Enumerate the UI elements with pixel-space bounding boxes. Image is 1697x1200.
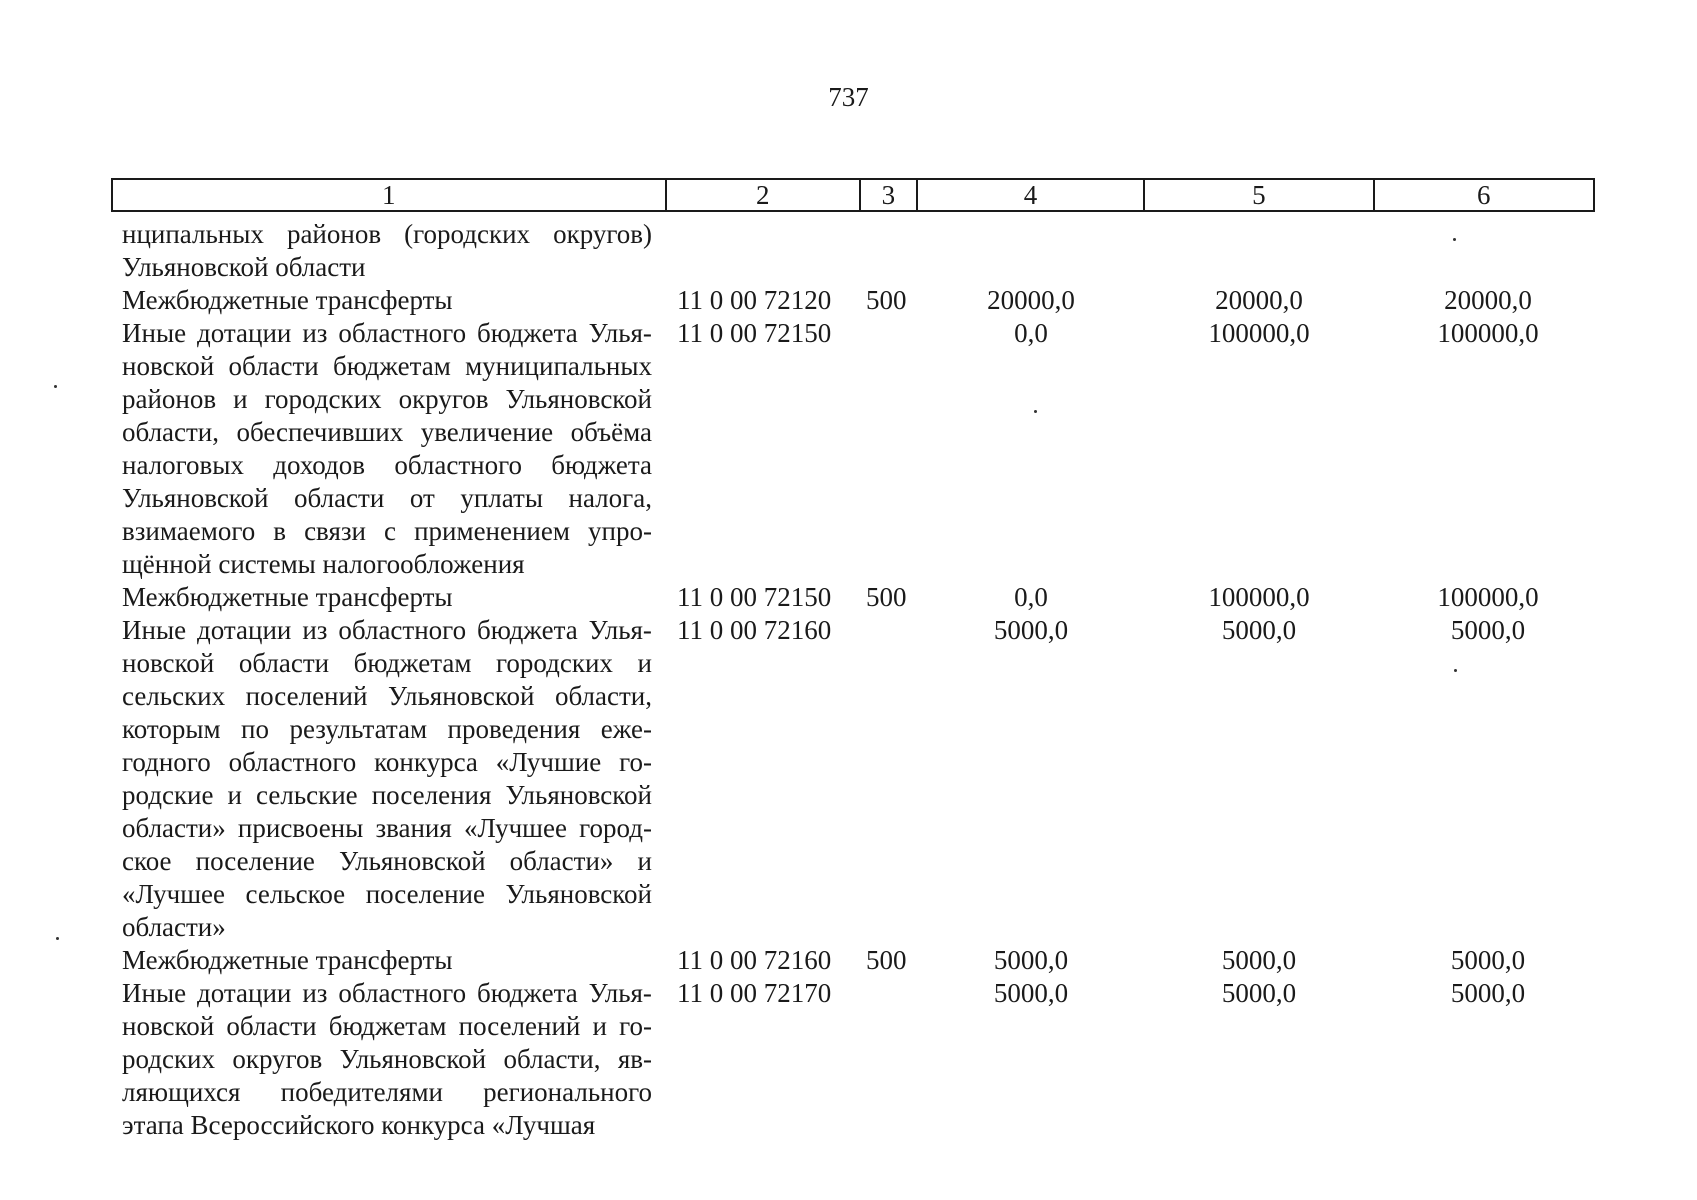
- description-line: сельских поселений Ульяновской области,: [122, 681, 652, 711]
- description-line: Ульяновской области: [122, 252, 366, 282]
- column-header-2: 2: [667, 180, 861, 210]
- amount-col-4: 0,0: [1014, 318, 1048, 348]
- description-line: Иные дотации из областного бюджета Улья-: [122, 615, 652, 645]
- amount-col-4: 0,0: [1014, 582, 1048, 612]
- description-line: области, обеспечивших увеличение объёма: [122, 417, 652, 447]
- amount-col-4: 5000,0: [993, 945, 1069, 975]
- column-header-4: 4: [918, 180, 1145, 210]
- amount-col-6: 5000,0: [1450, 978, 1526, 1008]
- description-line: новской области бюджетам поселений и го-: [122, 1011, 652, 1041]
- description-line: новской области бюджетам муниципальных: [122, 351, 652, 381]
- expense-type-code: 500: [866, 945, 907, 975]
- amount-col-4: 5000,0: [993, 615, 1069, 645]
- description-line: области» присвоены звания «Лучшее город-: [122, 813, 652, 843]
- amount-col-5: 100000,0: [1208, 582, 1310, 612]
- description-line: Иные дотации из областного бюджета Улья-: [122, 318, 652, 348]
- description-line: ляющихся победителями регионального: [122, 1077, 652, 1107]
- amount-col-6: 5000,0: [1450, 945, 1526, 975]
- description-line: Межбюджетные трансферты: [122, 582, 453, 612]
- scan-speck: [56, 937, 59, 940]
- column-header-3: 3: [861, 180, 918, 210]
- description-line: этапа Всероссийского конкурса «Лучшая: [122, 1110, 596, 1140]
- description-line: родских округов Ульяновской области, яв-: [122, 1044, 652, 1074]
- table-row: [0, 614, 1697, 944]
- row-description: [122, 944, 652, 977]
- amount-col-5: 20000,0: [1215, 285, 1303, 315]
- table-row: [0, 581, 1697, 614]
- description-line: родские и сельские поселения Ульяновской: [122, 780, 652, 810]
- row-description: [122, 614, 652, 944]
- description-line: «Лучшее сельское поселение Ульяновской: [122, 879, 652, 909]
- description-line: ское поселение Ульяновской области» и: [122, 846, 652, 876]
- target-article-code: 11 0 00 72150: [677, 318, 832, 348]
- page-number: 737: [828, 82, 869, 112]
- expense-type-code: 500: [866, 582, 907, 612]
- scan-speck: [1453, 238, 1456, 241]
- description-line: годного областного конкурса «Лучшие го-: [122, 747, 652, 777]
- description-line: щённой системы налогообложения: [122, 549, 525, 579]
- amount-col-5: 5000,0: [1221, 978, 1297, 1008]
- description-line: Ульяновской области от уплаты налога,: [122, 483, 652, 513]
- scan-speck: [54, 385, 57, 388]
- table-row: [0, 944, 1697, 977]
- table-row: [0, 317, 1697, 581]
- description-line: районов и городских округов Ульяновской: [122, 384, 652, 414]
- amount-col-6: 20000,0: [1444, 285, 1532, 315]
- amount-col-5: 5000,0: [1221, 945, 1297, 975]
- target-article-code: 11 0 00 72160: [677, 945, 832, 975]
- column-header-1: 1: [113, 180, 667, 210]
- amount-col-6: 100000,0: [1437, 318, 1539, 348]
- description-line: Межбюджетные трансферты: [122, 945, 453, 975]
- target-article-code: 11 0 00 72170: [677, 978, 832, 1008]
- row-description: [122, 284, 652, 317]
- table-row: [0, 218, 1697, 284]
- description-line: нципальных районов (городских округов): [122, 219, 652, 249]
- scan-speck: [1454, 669, 1457, 672]
- target-article-code: 11 0 00 72150: [677, 582, 832, 612]
- target-article-code: 11 0 00 72120: [677, 285, 832, 315]
- description-line: новской области бюджетам городских и: [122, 648, 652, 678]
- description-line: Межбюджетные трансферты: [122, 285, 453, 315]
- column-header-6: 6: [1477, 180, 1491, 210]
- amount-col-5: 100000,0: [1208, 318, 1310, 348]
- table-row: [0, 977, 1697, 1142]
- row-description: [122, 218, 652, 284]
- scan-speck: [1034, 410, 1037, 413]
- description-line: налоговых доходов областного бюджета: [122, 450, 652, 480]
- amount-col-6: 100000,0: [1437, 582, 1539, 612]
- amount-col-6: 5000,0: [1450, 615, 1526, 645]
- row-description: [122, 581, 652, 614]
- row-description: [122, 977, 652, 1142]
- amount-col-4: 20000,0: [987, 285, 1075, 315]
- expense-type-code: 500: [866, 285, 907, 315]
- amount-col-5: 5000,0: [1221, 615, 1297, 645]
- description-line: взимаемого в связи с применением упро-: [122, 516, 652, 546]
- table-body: [0, 218, 1697, 1142]
- description-line: области»: [122, 912, 226, 942]
- table-row: [0, 284, 1697, 317]
- column-header-5: 5: [1145, 180, 1374, 210]
- target-article-code: 11 0 00 72160: [677, 615, 832, 645]
- description-line: которым по результатам проведения еже-: [122, 714, 652, 744]
- column-header-row: [111, 178, 1595, 212]
- row-description: [122, 317, 652, 581]
- amount-col-4: 5000,0: [993, 978, 1069, 1008]
- description-line: Иные дотации из областного бюджета Улья-: [122, 978, 652, 1008]
